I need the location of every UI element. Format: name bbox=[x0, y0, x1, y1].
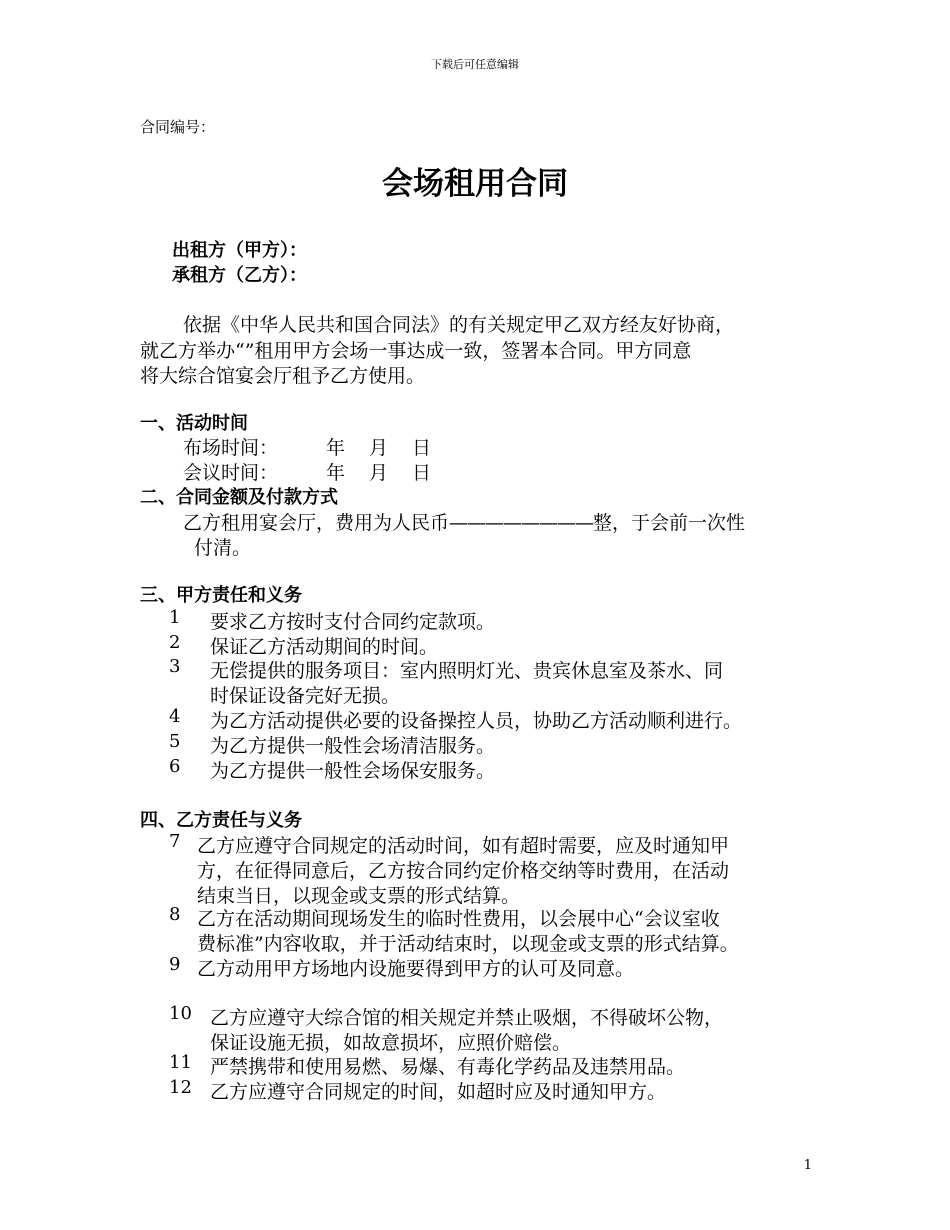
intro-line-1: 依据《中华人民共和国合同法》的有关规定甲乙双方经友好协商， bbox=[183, 314, 735, 336]
payment-line-2: 付清。 bbox=[194, 537, 252, 559]
amount-blank: ———————— bbox=[449, 512, 594, 534]
setup-time-label: 布场时间： bbox=[183, 437, 279, 459]
setup-year: 年 bbox=[326, 437, 346, 459]
lessee-label: 承租方（乙方）： bbox=[172, 265, 307, 286]
list-item-number: 7 bbox=[169, 831, 181, 852]
payment-suffix: 整，于会前一次性 bbox=[593, 512, 746, 534]
section-1-heading: 一、活动时间 bbox=[140, 413, 248, 434]
meeting-month: 月 bbox=[369, 462, 389, 484]
list-item-text: 无偿提供的服务项目：室内照明灯光、贵宾休息室及茶水、同 bbox=[210, 660, 724, 682]
list-item-text: 乙方应遵守合同规定的活动时间，如有超时需要，应及时通知甲 bbox=[197, 835, 730, 857]
list-item-text: 为乙方活动提供必要的设备操控人员，协助乙方活动顺利进行。 bbox=[210, 710, 743, 732]
setup-day: 日 bbox=[412, 437, 432, 459]
list-item-text: 为乙方提供一般性会场保安服务。 bbox=[210, 760, 496, 782]
list-item-number: 3 bbox=[169, 656, 181, 677]
intro-line-3: 将大综合馆宴会厅租予乙方使用。 bbox=[140, 365, 426, 387]
list-item-text: 费标准”内容收取，并于活动结束时，以现金或支票的形式结算。 bbox=[197, 933, 739, 955]
list-item-number: 9 bbox=[169, 954, 181, 975]
list-item-number: 5 bbox=[169, 731, 181, 752]
setup-month: 月 bbox=[369, 437, 389, 459]
page-title: 会场租用合同 bbox=[382, 166, 568, 202]
list-item-text: 结束当日，以现金或支票的形式结算。 bbox=[197, 885, 521, 907]
page-number: 1 bbox=[803, 1158, 812, 1173]
list-item-text: 要求乙方按时支付合同约定款项。 bbox=[210, 611, 496, 633]
meeting-day: 日 bbox=[412, 462, 432, 484]
page-header-note: 下载后可任意编辑 bbox=[431, 58, 519, 71]
list-item-number: 12 bbox=[169, 1077, 192, 1098]
lessor-label: 出租方（甲方）： bbox=[172, 240, 307, 261]
section-2-heading: 二、合同金额及付款方式 bbox=[140, 487, 338, 508]
section-3-heading: 三、甲方责任和义务 bbox=[140, 585, 302, 606]
payment-prefix: 乙方租用宴会厅，费用为人民币 bbox=[183, 512, 450, 534]
list-item-text: 为乙方提供一般性会场清洁服务。 bbox=[210, 735, 496, 757]
list-item-number: 1 bbox=[169, 607, 181, 628]
list-item-text: 保证设施无损，如故意损坏，应照价赔偿。 bbox=[210, 1032, 572, 1054]
list-item-number: 8 bbox=[169, 904, 181, 925]
list-item-text: 保证乙方活动期间的时间。 bbox=[210, 636, 439, 658]
section-4-heading: 四、乙方责任与义务 bbox=[140, 810, 302, 831]
list-item-text: 乙方动用甲方场地内设施要得到甲方的认可及同意。 bbox=[197, 958, 635, 980]
list-item-number: 6 bbox=[169, 756, 181, 777]
list-item-number: 10 bbox=[169, 1003, 192, 1024]
list-item-text: 乙方应遵守合同规定的时间，如超时应及时通知甲方。 bbox=[210, 1081, 667, 1103]
list-item-number: 4 bbox=[169, 706, 181, 727]
list-item-number: 2 bbox=[169, 632, 181, 653]
payment-line-1 bbox=[183, 508, 745, 535]
meeting-year: 年 bbox=[326, 462, 346, 484]
list-item-text: 时保证设备完好无损。 bbox=[210, 685, 401, 707]
list-item-text: 严禁携带和使用易燃、易爆、有毒化学药品及违禁用品。 bbox=[210, 1056, 686, 1078]
meeting-time-label: 会议时间： bbox=[183, 462, 279, 484]
list-item-text: 乙方在活动期间现场发生的临时性费用，以会展中心“会议室收 bbox=[197, 908, 720, 930]
intro-line-2: 就乙方举办“”租用甲方会场一事达成一致，签署本合同。甲方同意 bbox=[140, 340, 692, 362]
contract-number-label: 合同编号： bbox=[140, 118, 216, 136]
list-item-text: 方，在征得同意后，乙方按合同约定价格交纳等时费用，在活动 bbox=[197, 860, 730, 882]
list-item-number: 11 bbox=[169, 1052, 192, 1073]
list-item-text: 乙方应遵守大综合馆的相关规定并禁止吸烟，不得破坏公物， bbox=[210, 1007, 724, 1029]
